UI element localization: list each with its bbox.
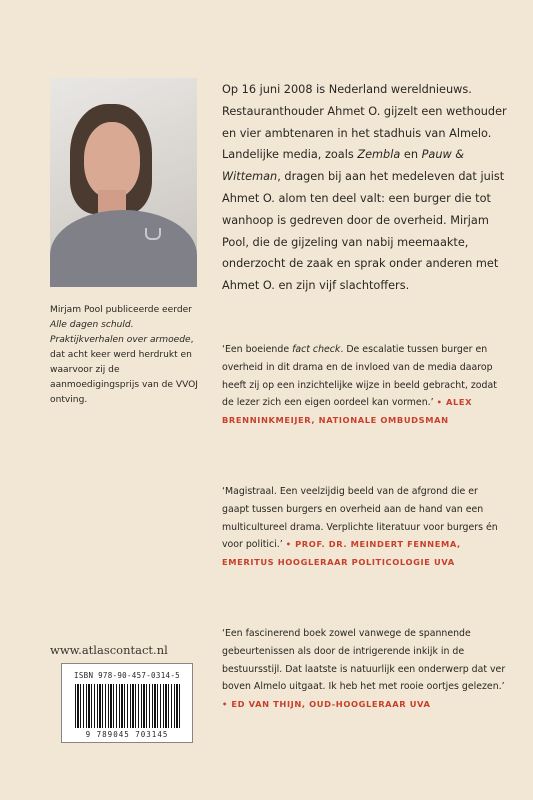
barcode-bars (75, 684, 181, 728)
ean-digits: 9 789045 703145 (85, 730, 169, 739)
author-photo (50, 78, 197, 287)
isbn-barcode (61, 663, 193, 743)
book-blurb: Op 16 juni 2008 is Nederland wereldnieuws. Restauranthouder Ahmet O. gijzelt een wethouder en vier ambtenaren in het stadhuis van Almelo. Landelijke media, zoals Zembla en Pauw & Witteman, dragen bij aan het medeleven dat juist Ahmet O. alom ten deel valt: een burger die tot wanhoop is gedreven door de overheid. Mirjam Pool, die de gijzeling van nabij meemaakte, onderzocht de zaak en sprak onder anderen met Ahmet O. en zijn vijf slachtoffers. (222, 83, 507, 293)
review-quote: ‘Een fascinerend boek zowel vanwege de spannende gebeurtenissen als door de intrigerende inkijk in de bestuursstijl. Dat laatste is natuurlijk een onderwerp dat ver boven Almelo uitgaat. Ik heb het met rooie oortjes gelezen.’ • ED VAN THIJN, OUD-HOOGLERAAR UVA (222, 628, 506, 710)
publisher-website: www.atlascontact.nl (50, 643, 168, 657)
media-name-1: Zembla (357, 148, 401, 162)
review-quote: ‘Een boeiende fact check. De escalatie tussen burger en overheid in dit drama en de invloed van de media daarop heeft zij op een inzichtelijke wijze in beeld gebracht, zodat de lezer zich een eigen oordeel kan vormen.’ • ALEX BRENNINKMEIJER, NATIONALE OMBUDSMAN (222, 344, 497, 426)
quote-attribution: • ALEX BRENNINKMEIJER, NATIONALE OMBUDSMAN (222, 397, 473, 426)
review-quote: ‘Magistraal. Een veelzijdig beeld van de afgrond die er gaapt tussen burgers en overheid aan de hand van een multicultureel drama. Verplichte literatuur voor burgers én voor politici.’ • PROF. DR. MEINDERT FENNEMA, EMERITUS HOOGLERAAR POLITICOLOGIE UVA (222, 486, 498, 568)
author-bio: Mirjam Pool publiceerde eerder Alle dagen schuld. Praktijkverhalen over armoede, dat acht keer werd herdrukt en waarvoor zij de aanmoedigingsprijs van de VVOJ ontving. (50, 305, 198, 405)
previous-book-title: Alle dagen schuld. Praktijkverhalen over armoede (50, 320, 191, 345)
jacket-logo-icon (145, 228, 161, 240)
quote-attribution: • PROF. DR. MEINDERT FENNEMA, EMERITUS HOOGLERAAR POLITICOLOGIE UVA (222, 539, 461, 568)
media-name-2: Pauw & Witteman (222, 148, 465, 184)
quote-attribution: • ED VAN THIJN, OUD-HOOGLERAAR UVA (222, 699, 431, 710)
isbn-label: ISBN 978-90-457-0314-5 (74, 671, 180, 680)
